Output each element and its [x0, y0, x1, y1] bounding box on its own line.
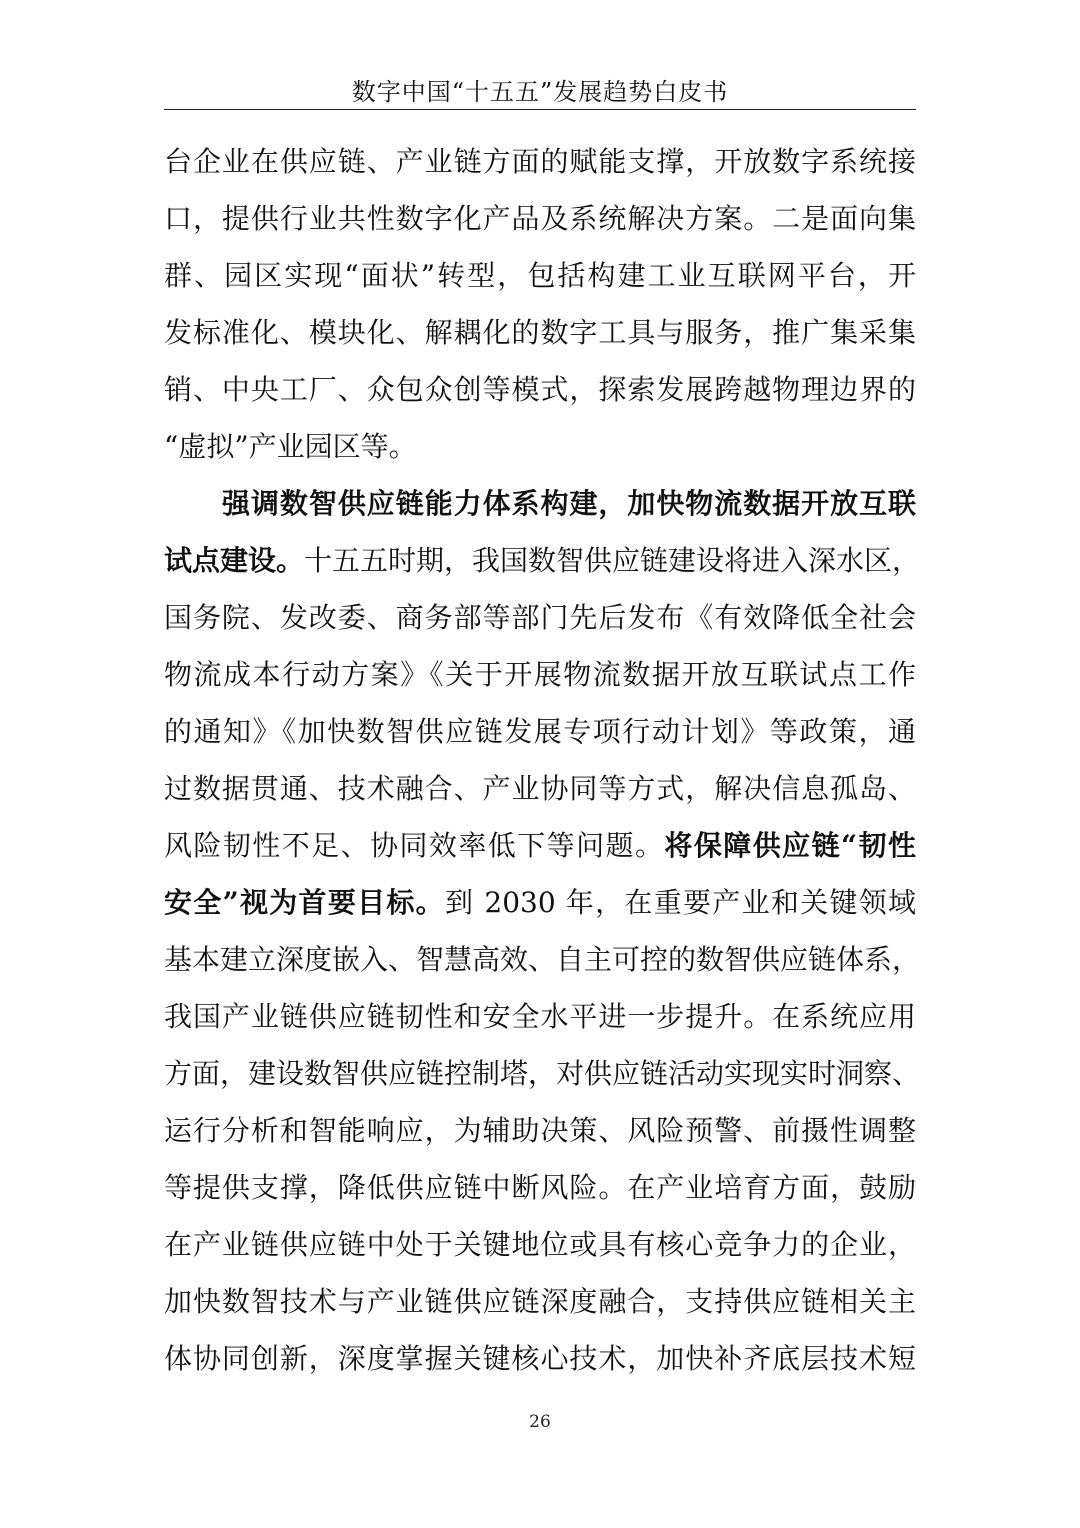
text-line-1: 台企业在供应链、产业链方面的赋能支撑，开放数字系统接 [164, 145, 916, 178]
text-line-5: 销、中央工厂、众包众创等模式，探索发展跨越物理边界的 [164, 373, 916, 406]
header-rule [164, 109, 916, 110]
text-line-2: 口，提供行业共性数字化产品及系统解决方案。二是面向集 [164, 202, 916, 235]
text-line-6: “虚拟”产业园区等。 [164, 430, 417, 463]
text-line-22: 体协同创新，深度掌握关键核心技术，加快补齐底层技术短 [164, 1342, 916, 1375]
text-line-18: 运行分析和智能响应，为辅助决策、风险预警、前摄性调整 [164, 1114, 916, 1147]
text-line-9: 国务院、发改委、商务部等部门先后发布《有效降低全社会 [164, 601, 916, 634]
text-line-13 [164, 817, 916, 874]
page-header-title: 数字中国“十五五”发展趋势白皮书 [351, 78, 729, 106]
text-line-10: 物流成本行动方案》《关于开展物流数据开放互联试点工作 [164, 658, 916, 691]
bold-emphasis-start: 将保障供应链“韧性 [664, 829, 916, 862]
text-line-8-rest: 十五五时期，我国数智供应链建设将进入深水区， [304, 544, 921, 577]
text-line-13-rest: 风险韧性不足、协同效率低下等问题。 [164, 829, 665, 862]
text-line-20: 在产业链供应链中处于关键地位或具有核心竞争力的企业， [164, 1228, 916, 1261]
text-line-15: 基本建立深度嵌入、智慧高效、自主可控的数智供应链体系， [164, 943, 921, 976]
body-text [164, 133, 921, 1387]
text-line-19: 等提供支撑，降低供应链中断风险。在产业培育方面，鼓励 [164, 1171, 916, 1204]
text-line-11: 的通知》《加快数智供应链发展专项行动计划》等政策，通 [164, 715, 916, 748]
text-line-14-rest: 到 2030 年，在重要产业和关键领域 [444, 886, 916, 919]
text-line-3: 群、园区实现“面状”转型，包括构建工业互联网平台，开 [164, 259, 916, 292]
bold-heading-line: 强调数智供应链能力体系构建，加快物流数据开放互联 [222, 487, 916, 520]
text-line-12: 过数据贯通、技术融合、产业协同等方式，解决信息孤岛、 [164, 772, 916, 805]
text-line-8 [164, 532, 921, 589]
text-line-4: 发标准化、模块化、解耦化的数字工具与服务，推广集采集 [164, 316, 916, 349]
bold-heading-end: 试点建设。 [164, 544, 305, 577]
page-number: 26 [529, 1412, 551, 1432]
text-line-14 [164, 874, 916, 931]
bold-emphasis-end: 安全”视为首要目标。 [164, 886, 445, 919]
text-line-16: 我国产业链供应链韧性和安全水平进一步提升。在系统应用 [164, 1000, 916, 1033]
text-line-17: 方面，建设数智供应链控制塔，对供应链活动实现实时洞察、 [164, 1057, 921, 1090]
text-line-21: 加快数智技术与产业链供应链深度融合，支持供应链相关主 [164, 1285, 916, 1318]
